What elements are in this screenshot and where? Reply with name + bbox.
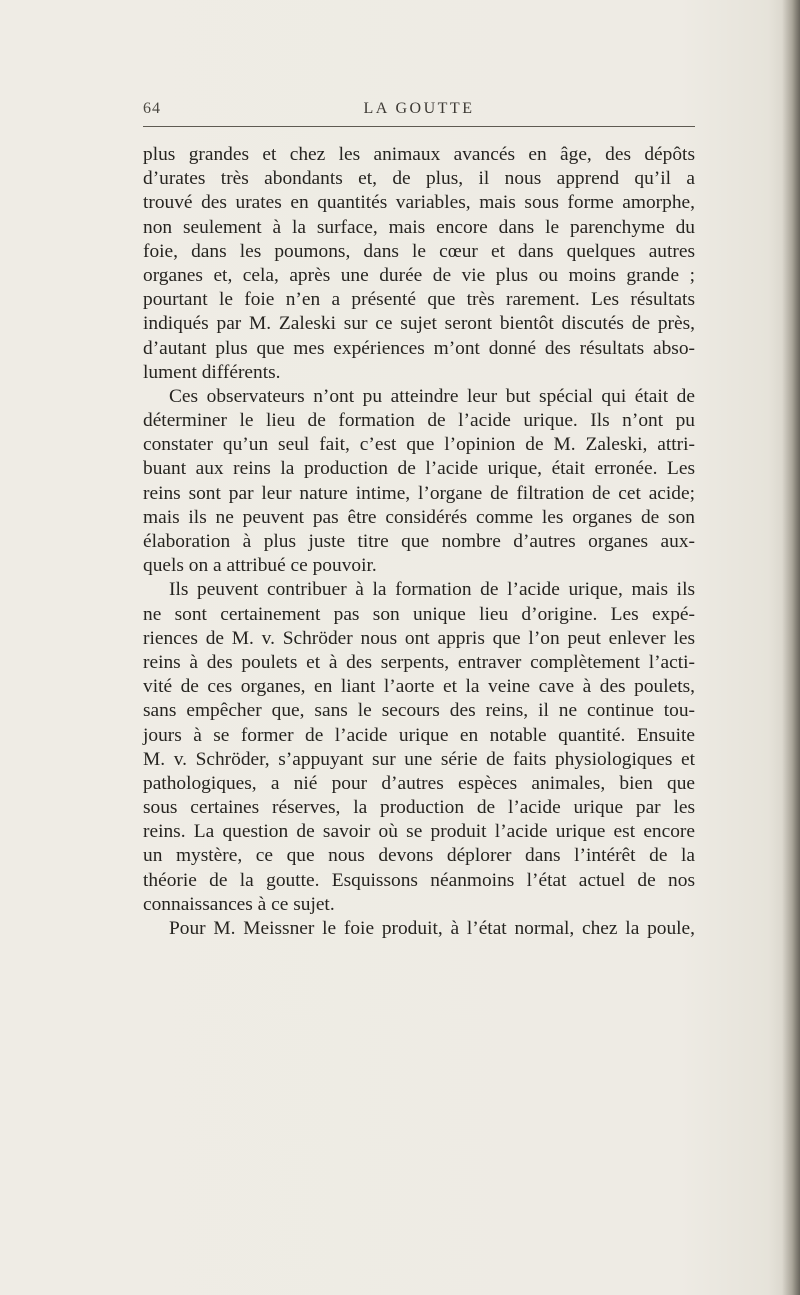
text-line: ne sont certainement pas son unique lieu d’origine. Les expé- <box>143 603 695 625</box>
text-line: sous certaines réserves, la production de l’acide urique par les <box>143 797 695 819</box>
text-line: théorie de la goutte. Esquissons néanmoins l’état actuel de nos <box>143 869 695 891</box>
text-line: Ils peuvent contribuer à la formation de l’acide urique, mais ils <box>169 579 695 601</box>
text-line: lument différents. <box>143 361 281 383</box>
text-line: buant aux reins la production de l’acide urique, était erronée. Les <box>143 458 695 480</box>
text-line: reins à des poulets et à des serpents, entraver complètement l’acti- <box>143 651 695 673</box>
text-line: jours à se former de l’acide urique en notable quantité. Ensuite <box>143 724 695 746</box>
text-line: quels on a attribué ce pouvoir. <box>143 555 377 577</box>
text-line: M. v. Schröder, s’appuyant sur une série de faits physiologiques et <box>143 748 695 770</box>
running-title: LA GOUTTE <box>363 100 475 117</box>
text-line: Ces observateurs n’ont pu atteindre leur but spécial qui était de <box>169 385 695 407</box>
text-line: organes et, cela, après une durée de vie plus ou moins grande ; <box>143 264 695 286</box>
text-line: un mystère, ce que nous devons déplorer dans l’intérêt de la <box>143 845 695 867</box>
text-line: foie, dans les poumons, dans le cœur et dans quelques autres <box>143 240 695 262</box>
text-line: pourtant le foie n’en a présenté que très rarement. Les résultats <box>143 289 695 311</box>
text-line: déterminer le lieu de formation de l’acide urique. Ils n’ont pu <box>143 410 695 432</box>
text-line: reins. La question de savoir où se produit l’acide urique est encore <box>143 821 695 843</box>
text-line: vité de ces organes, en liant l’aorte et la veine cave à des poulets, <box>143 676 695 698</box>
text-line: d’autant plus que mes expériences m’ont donné des résultats abso- <box>143 337 695 359</box>
text-line: constater qu’un seul fait, c’est que l’opinion de M. Zaleski, attri- <box>143 434 695 456</box>
text-line: trouvé des urates en quantités variables, mais sous forme amorphe, <box>143 192 695 214</box>
text-line: non seulement à la surface, mais encore dans le parenchyme du <box>143 216 695 238</box>
text-line: mais ils ne peuvent pas être considérés comme les organes de son <box>143 506 695 528</box>
text-line: riences de M. v. Schröder nous ont appris que l’on peut enlever les <box>143 627 695 649</box>
page-edge-shadow <box>782 0 800 1295</box>
running-head <box>143 100 695 127</box>
text-line: indiqués par M. Zaleski sur ce sujet seront bientôt discutés de près, <box>143 313 695 335</box>
text-line: connaissances à ce sujet. <box>143 893 335 915</box>
text-line: sans empêcher que, sans le secours des reins, il ne continue tou- <box>143 700 695 722</box>
text-line: reins sont par leur nature intime, l’organe de filtration de cet acide; <box>143 482 695 504</box>
text-line: d’urates très abondants et, de plus, il nous apprend qu’il a <box>143 168 695 190</box>
text-line: plus grandes et chez les animaux avancés en âge, des dépôts <box>143 144 695 165</box>
text-line: pathologiques, a nié pour d’autres espèces animales, bien que <box>143 772 695 794</box>
text-line: Pour M. Meissner le foie produit, à l’état normal, chez la poule, <box>169 918 695 939</box>
text-line: élaboration à plus juste titre que nombre d’autres organes aux- <box>143 531 695 552</box>
page-number: 64 <box>143 100 161 117</box>
body-text <box>143 143 695 941</box>
